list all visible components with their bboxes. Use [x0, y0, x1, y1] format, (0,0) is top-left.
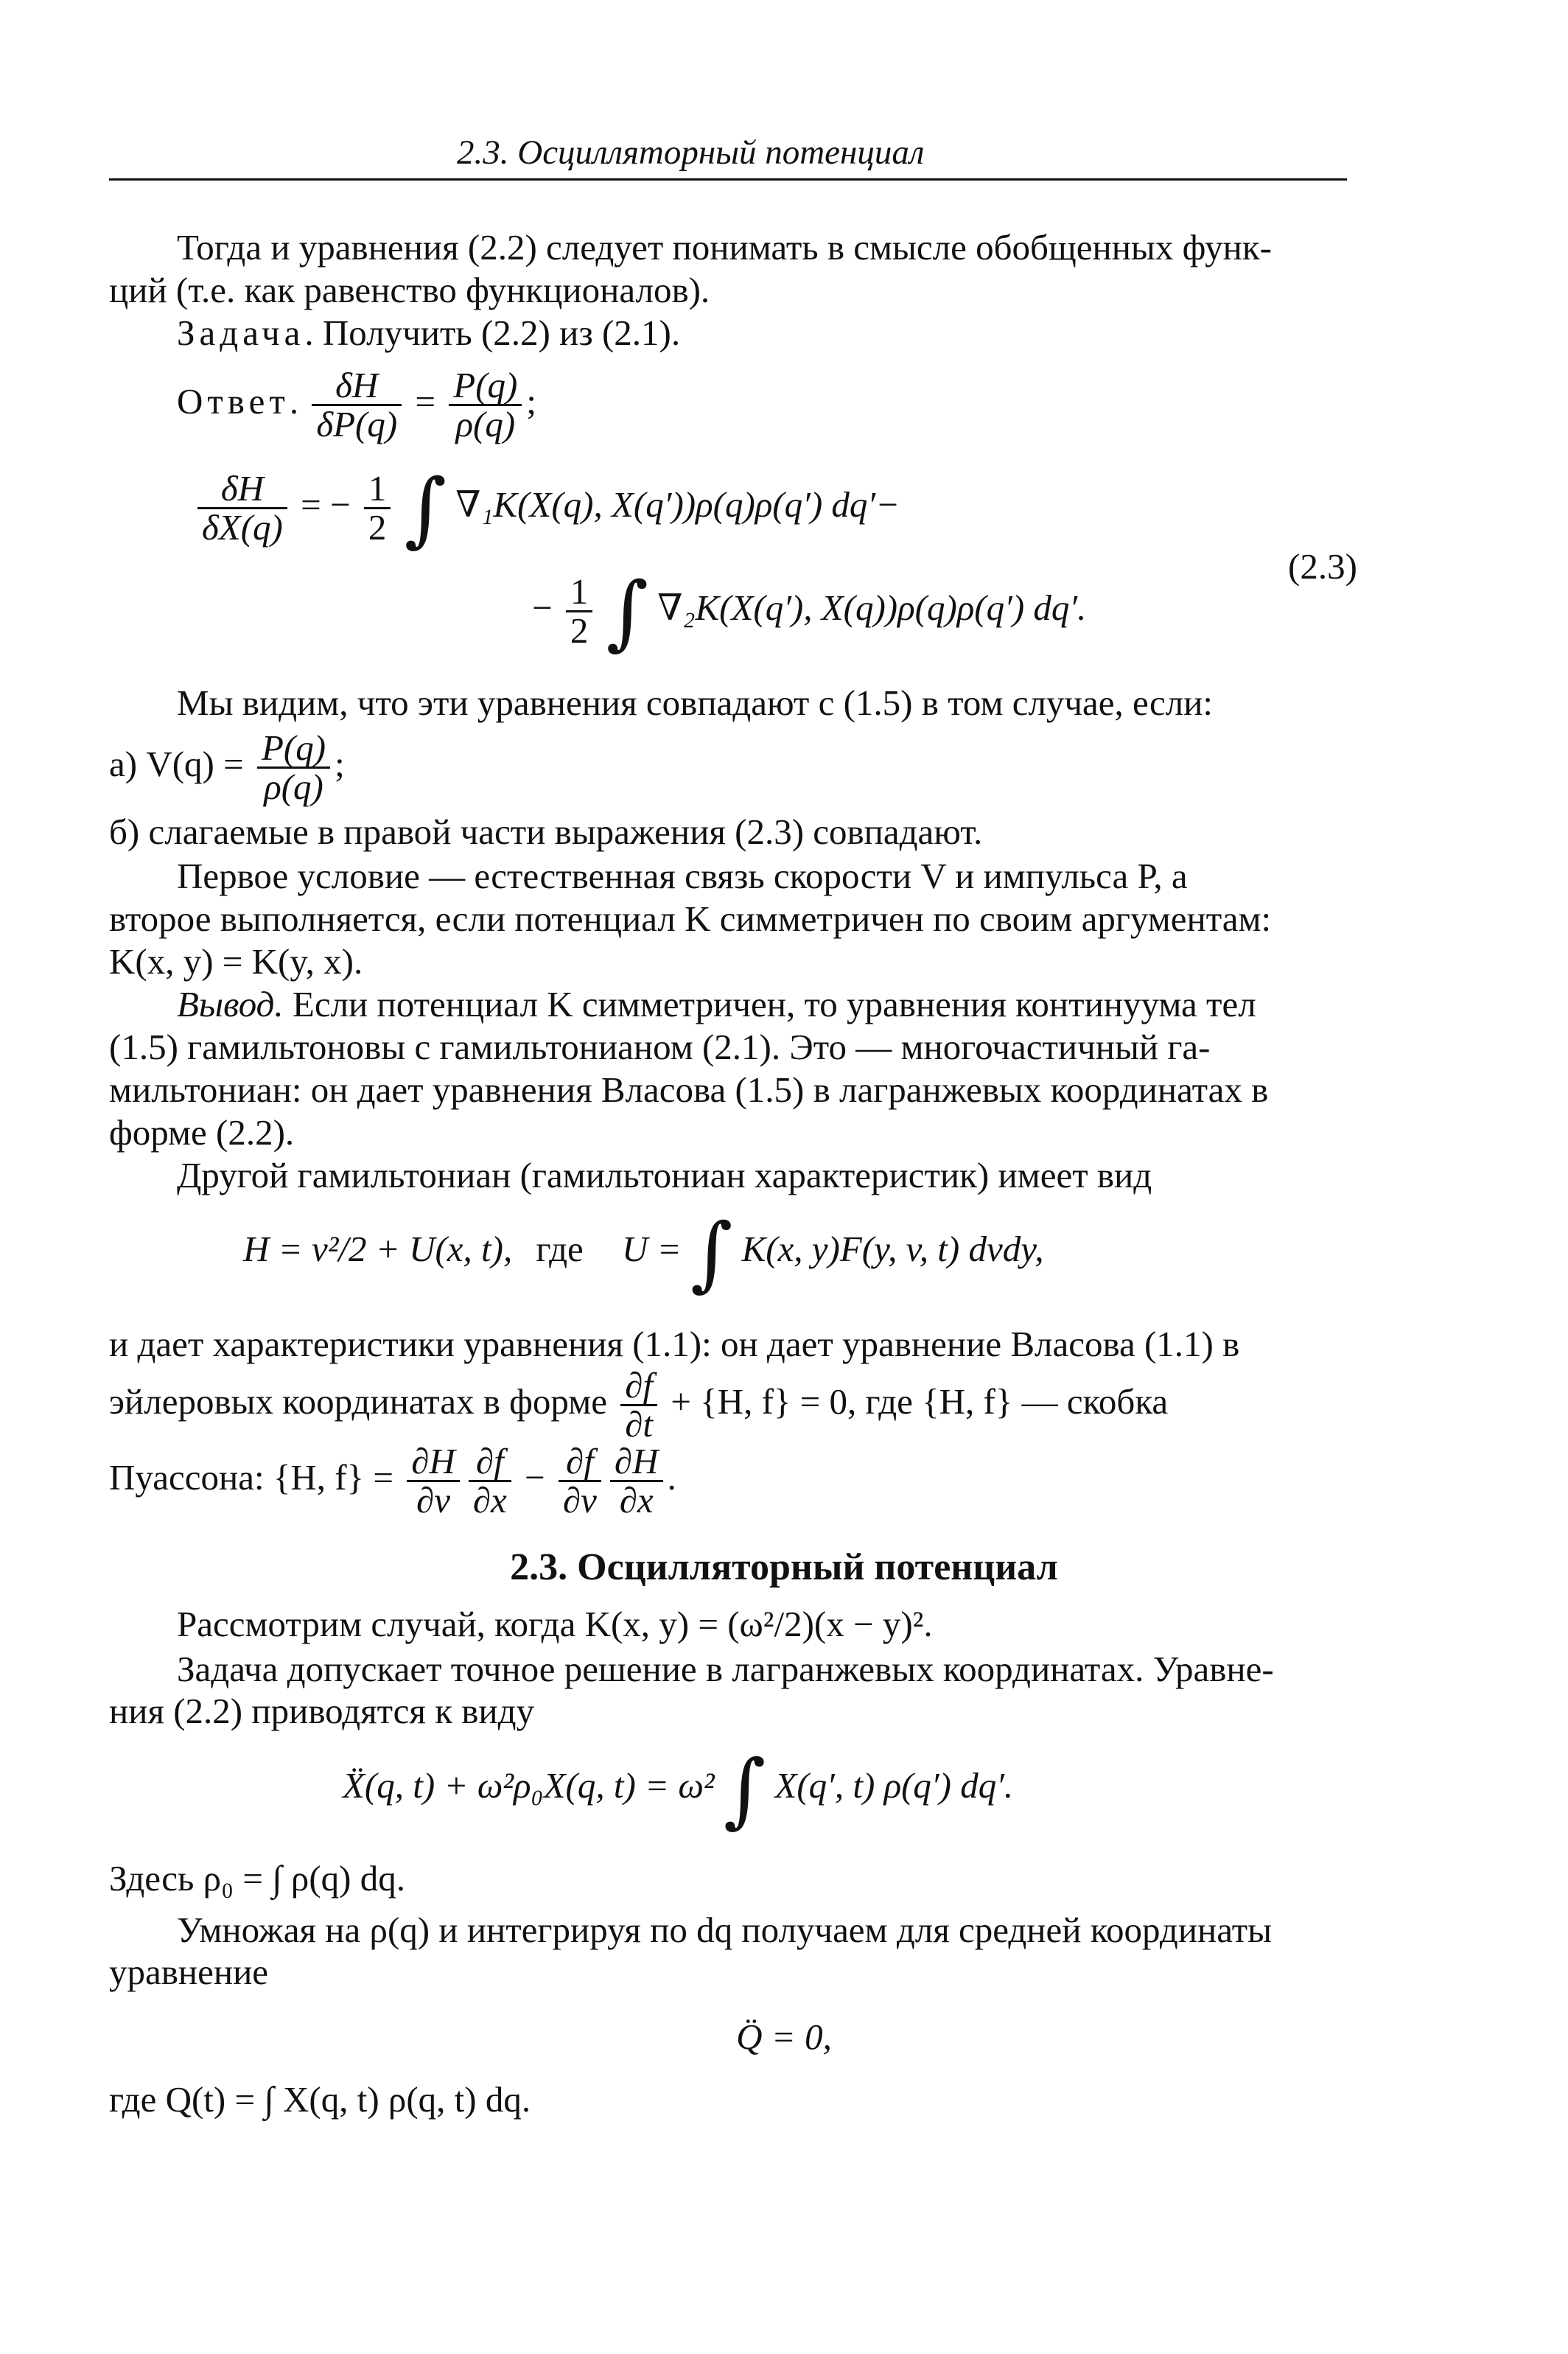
para-4-line-2: (1.5) гамильтоновы с гамильтонианом (2.1). Это — многочастичный га- [109, 1027, 1211, 1067]
task-line [177, 312, 680, 355]
integral-sign: ∫ [690, 1205, 733, 1300]
para-3-line-3: K(x, y) = K(y, x). [109, 941, 363, 982]
answer-label: Ответ [177, 381, 290, 422]
answer-fraction-1: $\frac{\delta H}{\delta P(q)}$ [312, 367, 402, 443]
equation-number: (2.3) [1288, 546, 1357, 587]
para-8-line-2: ния (2.2) приводятся к виду [109, 1691, 535, 1731]
eq23-half-1: $\frac{1}{2}$ [364, 470, 391, 546]
para-10-line-2: уравнение [109, 1952, 269, 1992]
equation-q: Q̈ = 0, [736, 2016, 832, 2057]
header-rule [109, 178, 1347, 181]
integral-sign: ∫ [606, 564, 648, 659]
para-10-line-1: Умножая на ρ(q) и интегрируя по dq получаем для средней координаты [177, 1910, 1273, 1950]
para-3-line-2: второе выполняется, если потенциал K симметричен по своим аргументам: [109, 898, 1272, 939]
equation-hamiltonian: H = v²/2 + U(x, t), где U = ∫ K(x, y)F(y, v, t) dvdy, [243, 1205, 1044, 1300]
para-2: Мы видим, что эти уравнения совпадают с (1.5) в том случае, если: [177, 682, 1214, 723]
running-header: 2.3. Осцилляторный потенциал [457, 133, 925, 172]
eq23-half-2: $\frac{1}{2}$ [566, 573, 593, 649]
para-6-line-1: и дает характеристики уравнения (1.1): он дает уравнение Власова (1.1) в [109, 1324, 1240, 1364]
integral-sign: ∫ [404, 461, 447, 556]
answer-fraction-2: $\frac{P(q)}{\rho(q)}$ [449, 367, 522, 443]
eq23-lhs-fraction: $\frac{\delta H}{\delta X(q)}$ [197, 470, 287, 546]
para-9: Здесь ρ₀ = ∫ ρ(q) dq. [109, 1858, 406, 1899]
condition-b: б) слагаемые в правой части выражения (2.3) совпадают. [109, 811, 983, 852]
para-6-line-2: эйлеровых координатах в форме $\frac{\partial f}{\partial t}$ + {H, f} = 0, где {H, f} — скобка [109, 1365, 1169, 1445]
para-4-line-4: форме (2.2). [109, 1112, 295, 1153]
equation-2-3-line-1: $\frac{\delta H}{\delta X(q)}$ = − $\frac{1}{2}$ ∫ ∇₁K(X(q), X(q′))ρ(q)ρ(q′) dq′− [193, 464, 900, 546]
para-8-line-1: Задача допускает точное решение в лагранжевых координатах. Уравне- [177, 1649, 1274, 1689]
answer-line: Ответ. $\frac{\delta H}{\delta P(q)}$ = $\frac{P(q)}{\rho(q)}$ ; [177, 365, 536, 445]
condition-a: а) V(q) = $\frac{P(q)}{\rho(q)}$ ; [109, 727, 345, 808]
partial-f-partial-t: $\frac{\partial f}{\partial t}$ [620, 1367, 657, 1443]
para-7: Рассмотрим случай, когда K(x, y) = (ω²/2)(x − y)². [177, 1604, 933, 1644]
integral-sign: ∫ [723, 1742, 766, 1837]
para-3-line-1: Первое условие — естественная связь скорости V и импульса P, а [177, 856, 1188, 896]
para-4-line-3: мильтониан: он дает уравнения Власова (1.5) в лагранжевых координатах в [109, 1069, 1269, 1110]
section-title: 2.3. Осцилляторный потенциал [510, 1546, 1058, 1588]
para-11: где Q(t) = ∫ X(q, t) ρ(q, t) dq. [109, 2079, 531, 2120]
para-4-line-1: Вывод. Если потенциал K симметричен, то уравнения континуума тел [177, 984, 1256, 1024]
condition-a-fraction: $\frac{P(q)}{\rho(q)}$ [257, 730, 330, 806]
task-label: Задача [177, 312, 305, 353]
task-text: . Получить (2.2) из (2.1). [304, 312, 681, 353]
para-5: Другой гамильтониан (гамильтониан характеристик) имеет вид [177, 1155, 1152, 1195]
equation-2-3-line-2: − $\frac{1}{2}$ ∫ ∇₂K(X(q′), X(q))ρ(q)ρ(q′) dq′. [532, 564, 1087, 659]
para-6-line-3: Пуассона: {H, f} = $\frac{\partial H}{\partial v}$ $\frac{\partial f}{\partial x}$ − $\frac{\partial f}{\partial v}$ $\frac{\partial H}{\partial x}$ . [109, 1441, 676, 1521]
para-1-line-1: Тогда и уравнения (2.2) следует понимать в смысле обобщенных функ- [177, 227, 1272, 268]
equation-x: Ẍ(q, t) + ω²ρ₀X(q, t) = ω² ∫ X(q′, t) ρ(q′) dq′. [343, 1742, 1014, 1837]
conclusion-label: Вывод. [177, 984, 284, 1024]
para-1-line-2: ций (т.е. как равенство функционалов). [109, 270, 710, 310]
